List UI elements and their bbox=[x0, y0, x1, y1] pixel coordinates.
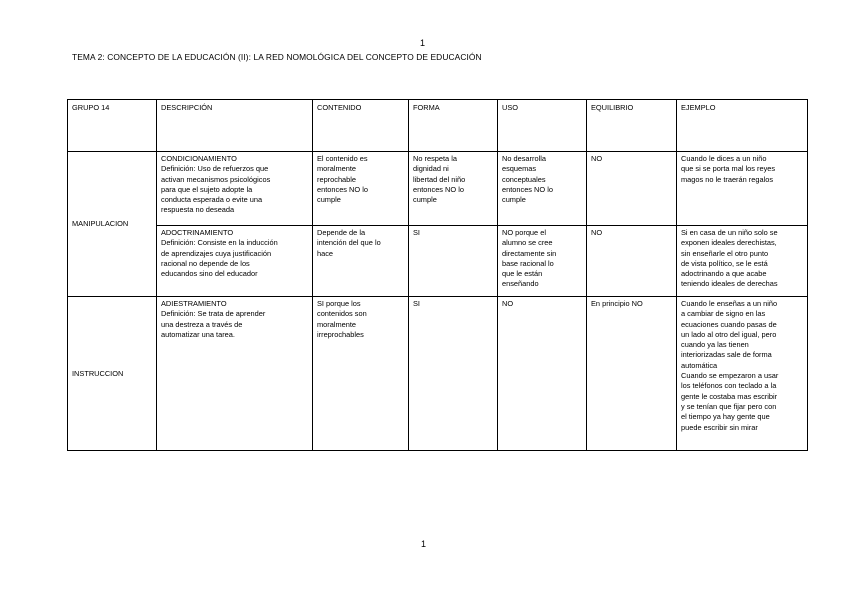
cell-text-line: moralmente bbox=[317, 319, 357, 329]
cell-text-line: exponen ideales derechistas, bbox=[681, 238, 777, 248]
cell-text-line: automatizar una tarea. bbox=[161, 329, 235, 339]
cell-text-line: que le están bbox=[502, 269, 543, 279]
cell-text-line: No desarrolla bbox=[502, 154, 546, 163]
cell-text-line: hace bbox=[317, 248, 334, 258]
concept-table bbox=[67, 99, 808, 451]
cell-text-line: irreprochables bbox=[317, 329, 364, 339]
cell-text-line: SI bbox=[413, 299, 420, 308]
cell-text-line: sin enseñarle el otro punto bbox=[681, 248, 769, 258]
group-cell-instruccion: INSTRUCCION bbox=[68, 297, 157, 451]
cell-text-line: de vista político, se le está bbox=[681, 258, 768, 268]
cell-text-line: intención del que lo bbox=[317, 238, 381, 248]
cell-contenido bbox=[313, 297, 409, 451]
cell-text-line: Definición: Uso de refuerzos que bbox=[161, 164, 269, 174]
cell-text-line: Cuando le enseñas a un niño bbox=[681, 299, 778, 308]
cell-text-line: NO porque el bbox=[502, 228, 546, 237]
cell-text-line: cumple bbox=[502, 195, 526, 205]
cell-text-line: activan mecanismos psicológicos bbox=[161, 174, 271, 184]
cell-text-line: y se tenían que fijar pero con bbox=[681, 401, 777, 411]
header-forma: FORMA bbox=[409, 100, 498, 152]
cell-text-line: base racional lo bbox=[502, 258, 554, 268]
cell-equilibrio bbox=[587, 226, 677, 297]
cell-text-line: para que el sujeto adopte la bbox=[161, 184, 253, 194]
cell-text-line: Definición: Se trata de aprender bbox=[161, 309, 266, 319]
cell-text-line: puede escribir sin mirar bbox=[681, 422, 758, 432]
cell-text-line: SI bbox=[413, 228, 420, 237]
cell-text-line: educandos sino del educador bbox=[161, 269, 258, 279]
table-row bbox=[68, 297, 808, 451]
cell-descripcion bbox=[157, 297, 313, 451]
descripcion-title: CONDICIONAMIENTO bbox=[161, 154, 237, 163]
cell-text-line: entonces NO lo bbox=[317, 184, 368, 194]
cell-text-line: contenidos son bbox=[317, 309, 367, 319]
cell-text-line: esquemas bbox=[502, 164, 537, 174]
cell-text-line: NO bbox=[591, 154, 603, 163]
table-header-row bbox=[68, 100, 808, 152]
cell-ejemplo bbox=[677, 152, 808, 226]
cell-text-line: Depende de la bbox=[317, 228, 366, 237]
cell-text-line: En principio NO bbox=[591, 299, 643, 308]
cell-text-line: Cuando le dices a un niño bbox=[681, 154, 767, 163]
cell-descripcion bbox=[157, 152, 313, 226]
cell-text-line: el tiempo ya hay gente que bbox=[681, 412, 770, 422]
group-cell-manipulacion: MANIPULACION bbox=[68, 152, 157, 297]
cell-text-line: los teléfonos con teclado a la bbox=[681, 381, 777, 391]
cell-text-line: una destreza a través de bbox=[161, 319, 243, 329]
descripcion-title: ADOCTRINAMIENTO bbox=[161, 228, 234, 237]
cell-text-line: Definición: Consiste en la inducción bbox=[161, 238, 278, 248]
page-title: TEMA 2: CONCEPTO DE LA EDUCACIÓN (II): LA RED NOMOLÓGICA DEL CONCEPTO DE EDUCACIÓN bbox=[72, 52, 482, 62]
cell-text-line: respuesta no deseada bbox=[161, 205, 235, 215]
cell-text-line: moralmente bbox=[317, 164, 357, 174]
table-row bbox=[68, 152, 808, 226]
cell-text-line: de aprendizajes cuya justificación bbox=[161, 248, 272, 258]
cell-text-line: adoctrinando a que acabe bbox=[681, 269, 767, 279]
page-number-bottom: 1 bbox=[421, 539, 427, 549]
header-ejemplo: EJEMPLO bbox=[677, 100, 808, 152]
cell-text-line: Cuando se empezaron a usar bbox=[681, 371, 779, 381]
descripcion-title: ADIESTRAMIENTO bbox=[161, 299, 227, 308]
header-contenido: CONTENIDO bbox=[313, 100, 409, 152]
cell-text-line: magos no le traerán regalos bbox=[681, 174, 774, 184]
cell-equilibrio bbox=[587, 297, 677, 451]
cell-text-line: Si en casa de un niño solo se bbox=[681, 228, 778, 237]
cell-text-line: conceptuales bbox=[502, 174, 546, 184]
cell-ejemplo bbox=[677, 297, 808, 451]
cell-text-line: entonces NO lo bbox=[502, 184, 553, 194]
cell-text-line: cumple bbox=[413, 195, 437, 205]
header-descripcion: DESCRIPCIÓN bbox=[157, 100, 313, 152]
header-equilibrio: EQUILIBRIO bbox=[587, 100, 677, 152]
cell-text-line: NO bbox=[591, 228, 603, 237]
cell-text-line: SI porque los bbox=[317, 299, 361, 308]
cell-forma bbox=[409, 152, 498, 226]
cell-text-line: teniendo ideales de derechas bbox=[681, 279, 778, 289]
cell-forma bbox=[409, 226, 498, 297]
cell-text-line: No respeta la bbox=[413, 154, 457, 163]
header-uso: USO bbox=[498, 100, 587, 152]
cell-text-line: NO bbox=[502, 299, 514, 308]
header-grupo: GRUPO 14 bbox=[68, 100, 157, 152]
cell-text-line: El contenido es bbox=[317, 154, 368, 163]
cell-text-line: cuando ya las tienen bbox=[681, 340, 749, 350]
table-row bbox=[68, 226, 808, 297]
cell-text-line: a cambiar de signo en las bbox=[681, 309, 766, 319]
cell-text-line: automática bbox=[681, 360, 718, 370]
cell-equilibrio bbox=[587, 152, 677, 226]
cell-text-line: alumno se cree bbox=[502, 238, 553, 248]
cell-text-line: ecuaciones cuando pasas de bbox=[681, 319, 777, 329]
cell-text-line: que si se porta mal los reyes bbox=[681, 164, 776, 174]
cell-forma bbox=[409, 297, 498, 451]
cell-text-line: dignidad ni bbox=[413, 164, 449, 174]
cell-text-line: un lado al otro del igual, pero bbox=[681, 329, 777, 339]
cell-text-line: conducta esperada o evite una bbox=[161, 195, 263, 205]
cell-uso bbox=[498, 226, 587, 297]
cell-text-line: reprochable bbox=[317, 174, 357, 184]
cell-text-line: directamente sin bbox=[502, 248, 557, 258]
cell-text-line: interiorizadas sale de forma bbox=[681, 350, 772, 360]
cell-descripcion bbox=[157, 226, 313, 297]
cell-contenido bbox=[313, 226, 409, 297]
cell-uso bbox=[498, 297, 587, 451]
cell-text-line: enseñando bbox=[502, 279, 539, 289]
cell-uso bbox=[498, 152, 587, 226]
cell-contenido bbox=[313, 152, 409, 226]
cell-text-line: libertad del niño bbox=[413, 174, 466, 184]
cell-text-line: cumple bbox=[317, 195, 341, 205]
page-number-top: 1 bbox=[420, 38, 426, 48]
cell-text-line: gente le costaba mas escribir bbox=[681, 391, 778, 401]
cell-text-line: entonces NO lo bbox=[413, 184, 464, 194]
cell-text-line: racional no depende de los bbox=[161, 258, 250, 268]
cell-ejemplo bbox=[677, 226, 808, 297]
